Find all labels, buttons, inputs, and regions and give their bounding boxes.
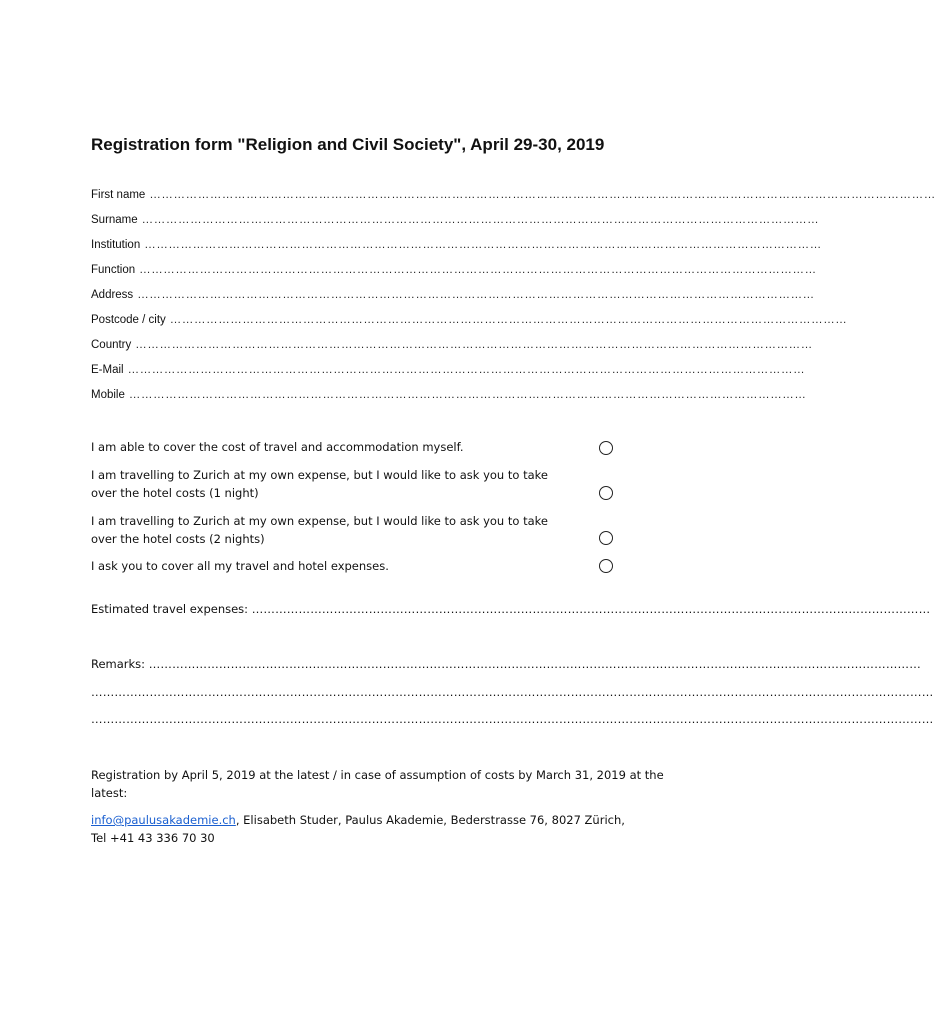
field-label: Institution [91, 239, 141, 251]
radio-button[interactable] [599, 441, 613, 455]
remarks-line-3[interactable] [91, 712, 934, 726]
fill-line[interactable]: …………………………………………………………………………………………………………………………………………………………………………… [149, 189, 936, 201]
fill-line[interactable]: …………………………………………………………………………………………………………………………………………………… [139, 264, 817, 276]
fill-line[interactable]: …………………………………………………………………………………………………………………………………………………… [135, 339, 813, 351]
remarks-line-2[interactable] [91, 685, 934, 699]
fill-line[interactable]: ……………………………………………………………………………………………………………………………………………………………………………… [148, 657, 921, 671]
field-label: Surname [91, 214, 138, 226]
field-function[interactable] [91, 264, 817, 289]
personal-details-fields [91, 189, 936, 414]
fill-line[interactable]: …………………………………………………………………………………………………………………………………………………… [128, 389, 807, 401]
fill-line[interactable]: …………………………………………………………………………………………………………………………………………………… [141, 214, 820, 226]
field-label: E-Mail [91, 364, 124, 376]
expense-options [91, 438, 677, 587]
fill-line[interactable]: ……………………………………………………………………………………………………………………………………………………………………………………………… [91, 712, 934, 726]
field-label: Address [91, 289, 134, 301]
option-label: I ask you to cover all my travel and hotel expenses. [91, 559, 389, 573]
field-label: Remarks: [91, 657, 146, 671]
field-label: First name [91, 189, 146, 201]
fill-line[interactable]: ……………………………………………………………………………………………………………………………………………………………………………………………… [91, 685, 934, 699]
option-label: I am travelling to Zurich at my own expense, but I would like to ask you to take over the hotel costs (2 nights) [91, 514, 548, 546]
remarks-field[interactable] [91, 657, 921, 671]
registration-deadline-note: Registration by April 5, 2019 at the latest / in case of assumption of costs by March 31, 2019 at the latest: [91, 768, 664, 800]
option-label: I am able to cover the cost of travel and accommodation myself. [91, 440, 464, 454]
field-email[interactable] [91, 364, 806, 389]
option-cover-all [91, 557, 677, 587]
option-own-expense [91, 438, 677, 466]
fill-line[interactable]: ………………………………………………………………………………………………………………………………………………………… [251, 602, 931, 616]
field-label: Mobile [91, 389, 125, 401]
field-address[interactable] [91, 289, 815, 314]
fill-line[interactable]: …………………………………………………………………………………………………………………………………………………… [169, 314, 848, 326]
fill-line[interactable]: …………………………………………………………………………………………………………………………………………………… [137, 289, 815, 301]
contact-phone: Tel +41 43 336 70 30 [91, 831, 215, 845]
field-institution[interactable] [91, 239, 822, 264]
option-hotel-2-nights [91, 512, 677, 557]
field-label: Country [91, 339, 132, 351]
field-postcode-city[interactable] [91, 314, 848, 339]
contact-address: , Elisabeth Studer, Paulus Akademie, Bederstrasse 76, 8027 Zürich, [235, 813, 625, 827]
field-first-name[interactable] [91, 189, 936, 214]
field-label: Postcode / city [91, 314, 166, 326]
field-country[interactable] [91, 339, 813, 364]
option-hotel-1-night [91, 466, 677, 511]
option-label: I am travelling to Zurich at my own expense, but I would like to ask you to take over the hotel costs (1 night) [91, 468, 548, 500]
estimated-expenses-field[interactable] [91, 602, 931, 616]
field-surname[interactable] [91, 214, 820, 239]
field-mobile[interactable] [91, 389, 807, 414]
radio-button[interactable] [599, 486, 613, 500]
field-label: Function [91, 264, 136, 276]
page-title: Registration form "Religion and Civil Society", April 29-30, 2019 [91, 135, 605, 154]
contact-info [91, 811, 677, 847]
fill-line[interactable]: …………………………………………………………………………………………………………………………………………………… [144, 239, 822, 251]
fill-line[interactable]: …………………………………………………………………………………………………………………………………………………… [127, 364, 806, 376]
email-link[interactable]: info@paulusakademie.ch [91, 813, 236, 827]
radio-button[interactable] [599, 531, 613, 545]
radio-button[interactable] [599, 559, 613, 573]
field-label: Estimated travel expenses: [91, 602, 249, 616]
